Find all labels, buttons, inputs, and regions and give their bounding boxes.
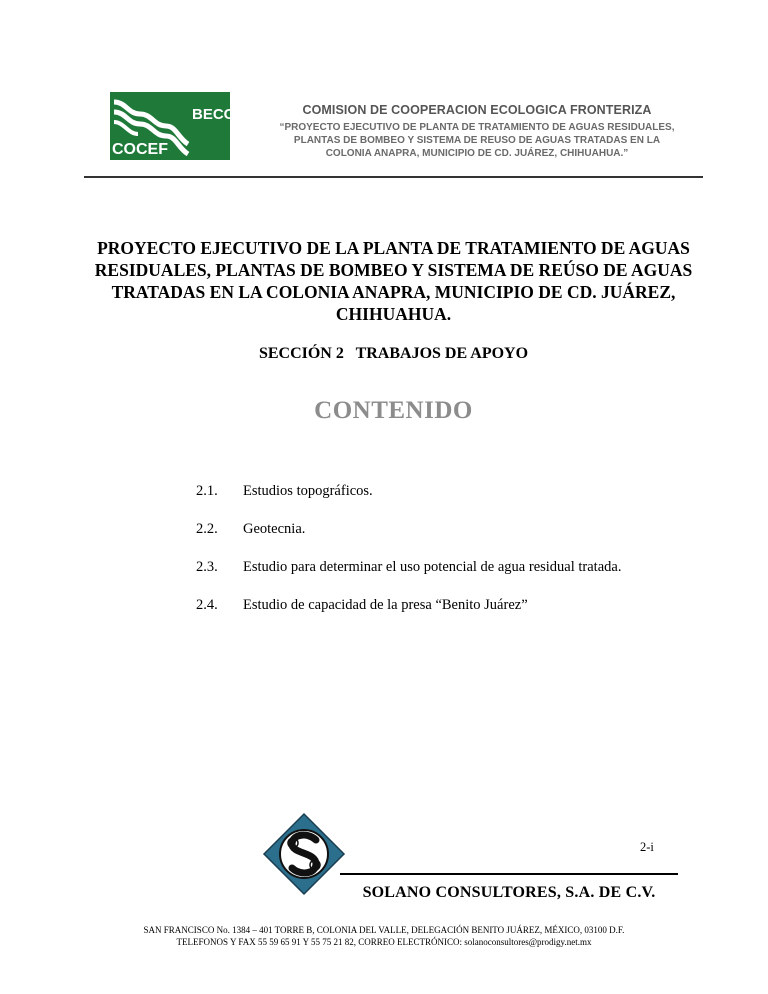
toc-item-text: Estudio para determinar el uso potencial de agua residual tratada. [243,559,622,575]
toc-item [196,521,716,559]
toc-item [196,559,716,597]
footer-divider [340,873,678,875]
toc-item-text: Estudios topográficos. [243,483,373,499]
contents-heading: CONTENIDO [314,397,473,424]
title-line: CHIHUAHUA. [335,304,452,324]
logo-bottom-text: COCEF [112,141,168,158]
toc-item-number: 2.1. [196,483,218,499]
becc-cocef-logo [110,92,235,160]
page-number: 2-i [640,840,654,854]
toc-item-number: 2.2. [196,521,218,537]
header-divider [84,176,703,178]
footer-address-line: SAN FRANCISCO No. 1384 – 401 TORRE B, COLONIA DEL VALLE, DELEGACIÓN BENITO JUÁREZ, MÉXICO, 03100 D.F. [143,925,625,935]
toc-item [196,483,716,521]
table-of-contents [196,483,716,635]
solano-consultores-logo [262,812,346,896]
header-project-title [246,121,708,160]
toc-item-number: 2.3. [196,559,218,575]
header-project-line: COLONIA ANAPRA, MUNICIPIO DE CD. JUÁREZ, CHIHUAHUA.” [325,148,629,159]
footer-company-name: SOLANO CONSULTORES, S.A. DE C.V. [362,884,656,901]
header-org-name: COMISION DE COOPERACION ECOLOGICA FRONTERIZA [302,103,652,117]
toc-item-text: Geotecnia. [243,521,306,537]
footer-contact-line: TELEFONOS Y FAX 55 59 65 91 Y 55 75 21 82, CORREO ELECTRÓNICO: solanoconsultores@prodigy.net.mx [176,937,592,947]
title-line: RESIDUALES, PLANTAS DE BOMBEO Y SISTEMA DE REÚSO DE AGUAS [94,260,693,280]
footer-address [40,924,728,948]
toc-item [196,597,716,635]
header-project-line: “PROYECTO EJECUTIVO DE PLANTA DE TRATAMIENTO DE AGUAS RESIDUALES, [279,122,675,133]
header-project-line: PLANTAS DE BOMBEO Y SISTEMA DE REUSO DE AGUAS TRATADAS EN LA [293,135,661,146]
toc-item-number: 2.4. [196,597,218,613]
document-title [84,237,703,325]
toc-item-text: Estudio de capacidad de la presa “Benito Juárez” [243,597,528,613]
title-line: PROYECTO EJECUTIVO DE LA PLANTA DE TRATAMIENTO DE AGUAS [97,238,690,258]
section-title: SECCIÓN 2 TRABAJOS DE APOYO [258,345,529,362]
title-line: TRATADAS EN LA COLONIA ANAPRA, MUNICIPIO DE CD. JUÁREZ, [111,282,676,302]
logo-top-text: BECC [192,106,235,123]
